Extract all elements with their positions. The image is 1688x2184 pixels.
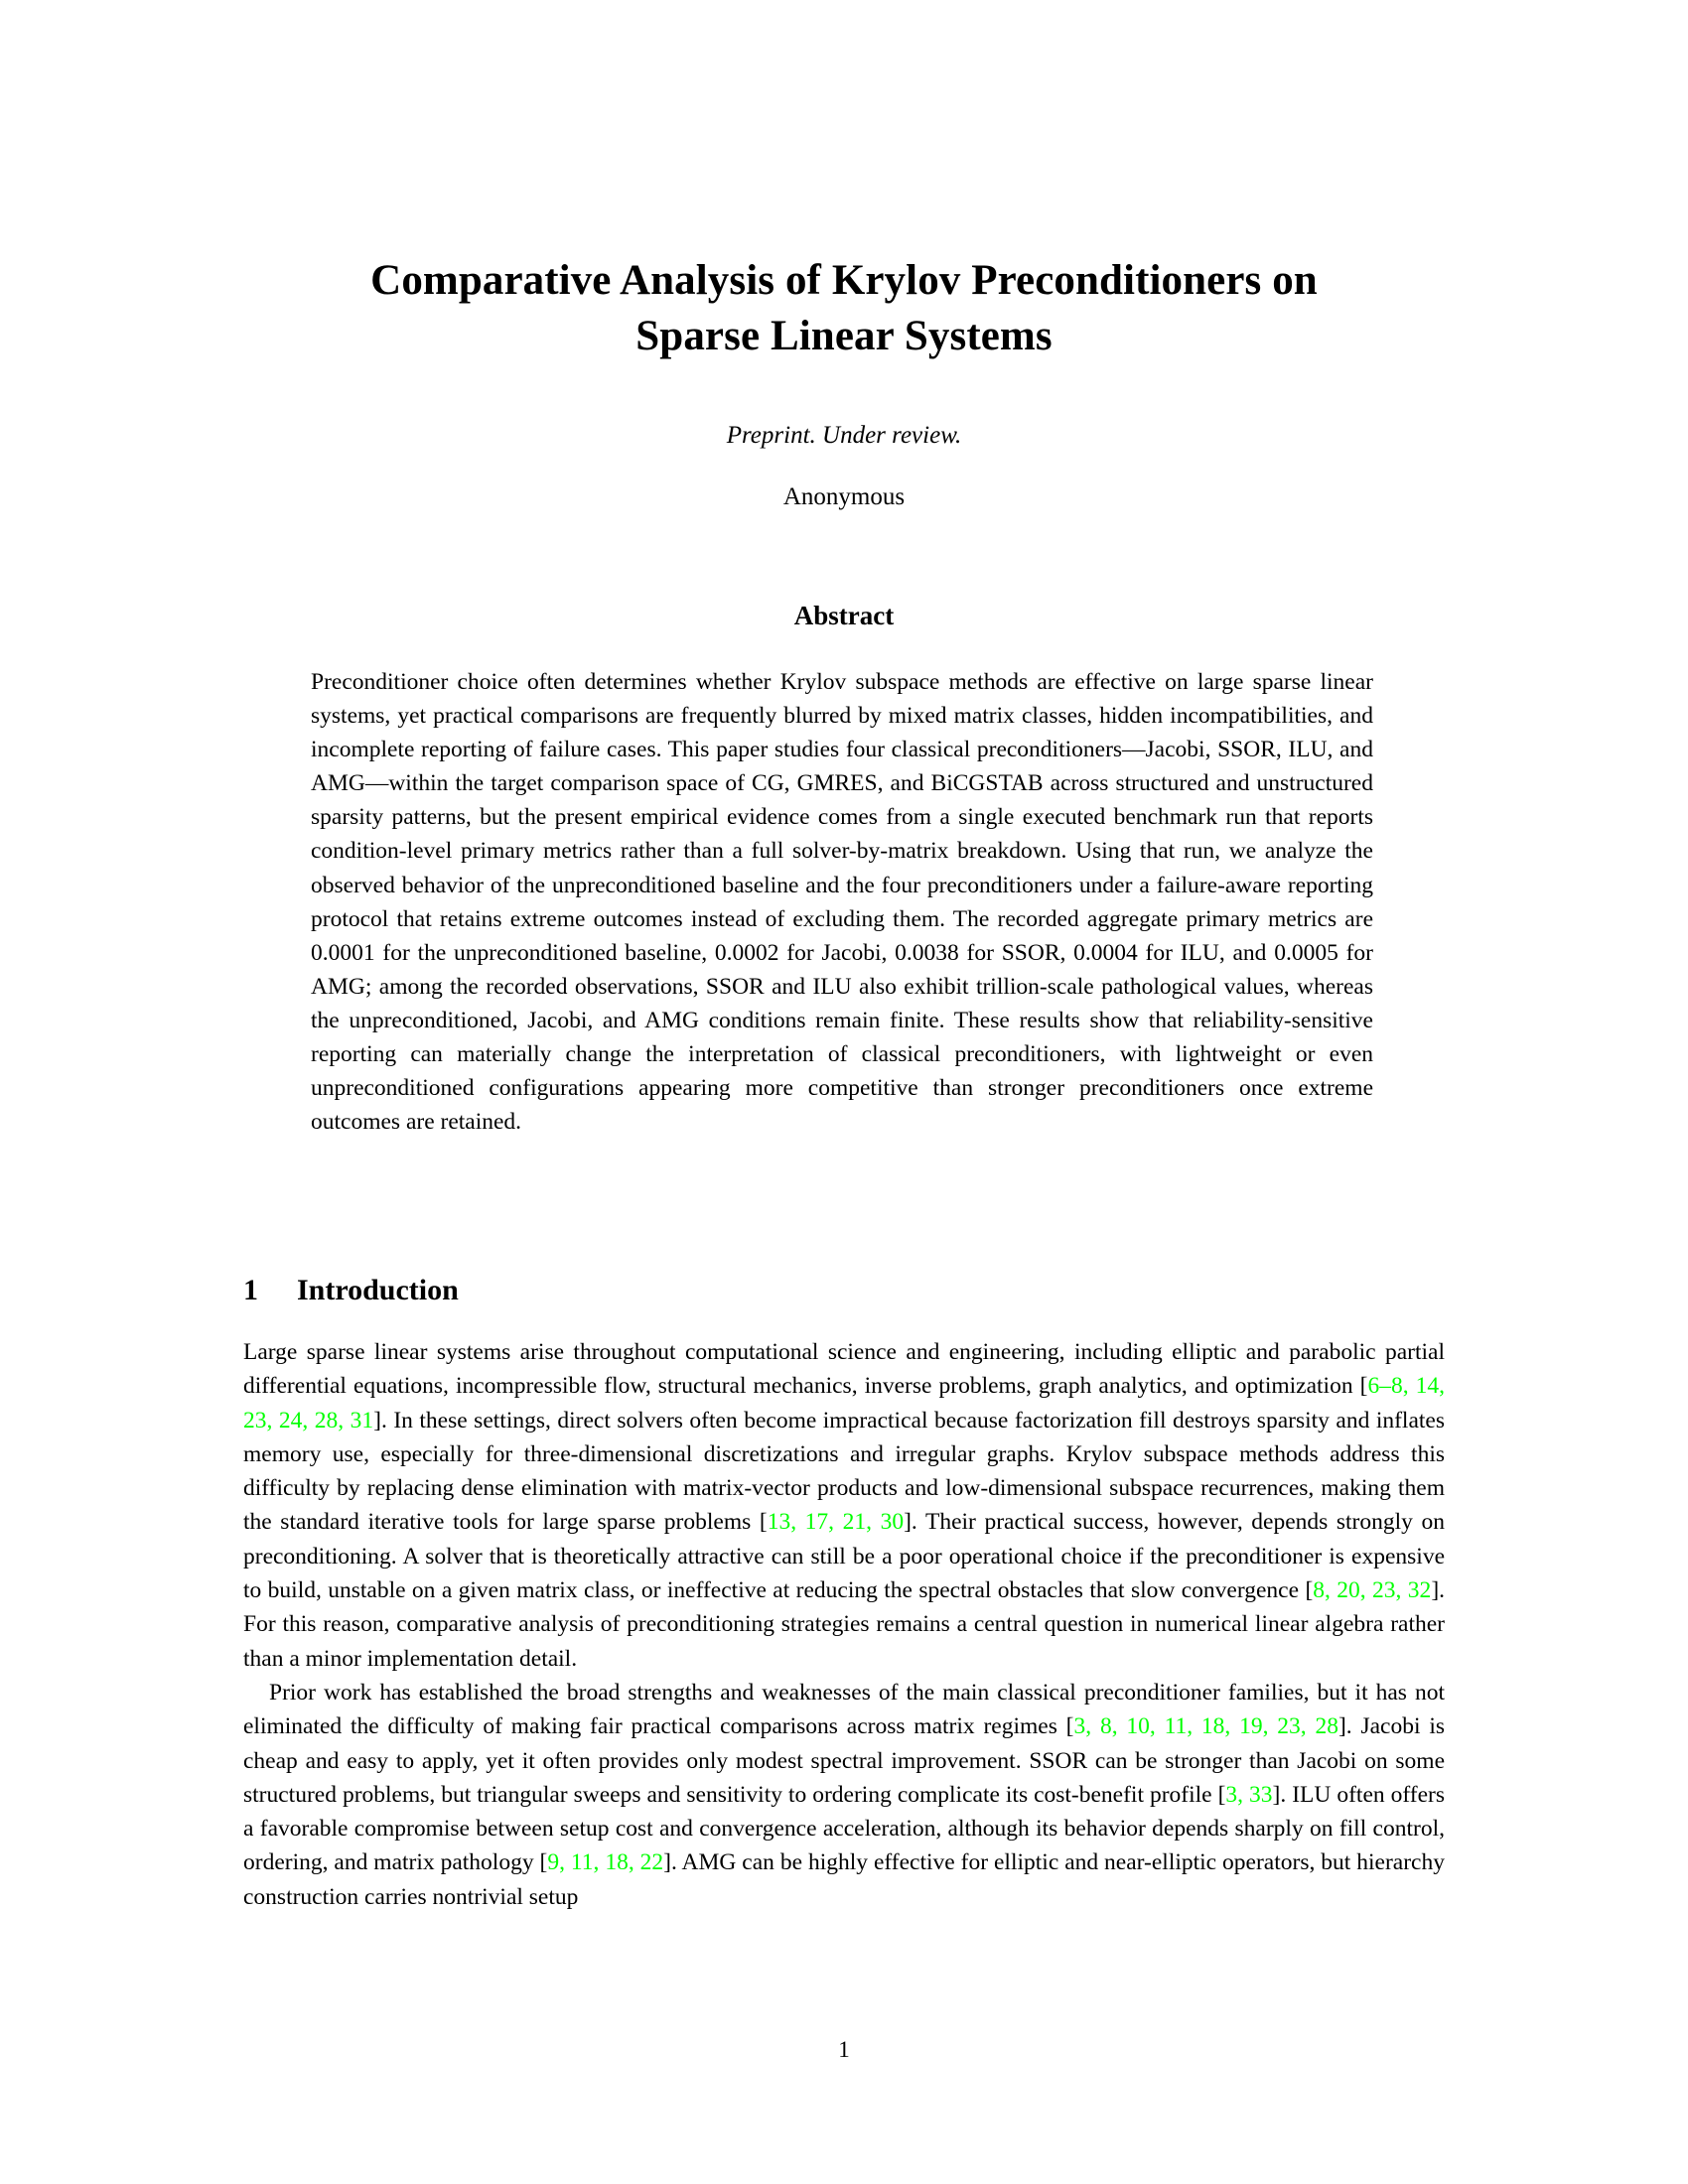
title-block [243,253,1445,511]
citation-group-5[interactable]: 3, 33 [1225,1781,1273,1808]
para1-part-b: . In these settings, direct solvers often become impractical because factorization fill destroys sparsity and inflates memory use, especially for three-dimensional discretizations and irregular graphs. Krylov subspace methods address this difficulty by replacing dense elimination with matrix-vector products and low-dimensional subspace recurrences, making them the standard iterative tools for large sparse problems [243,1407,1446,1536]
para1-part-d: . For this reason, comparative analysis of preconditioning strategies remains a central question in numerical linear algebra rather than a minor implementation detail. [243,1577,1446,1672]
citation-bracket-open: [ [759,1509,768,1536]
citation-bracket-close: ] [1272,1781,1281,1808]
paragraph-1 [243,1335,1445,1676]
citation-bracket-close: ] [904,1509,912,1536]
citation-group-2[interactable]: 13, 17, 21, 30 [767,1509,905,1536]
para2-part-d: . AMG can be highly effective for elliptic and near-elliptic operators, but hierarchy construction carries nontrivial setup [243,1849,1445,1910]
citation-group-4[interactable]: 3, 8, 10, 11, 18, 19, 23, 28 [1073,1713,1338,1740]
para2-part-a: Prior work has established the broad strengths and weaknesses of the main classical preconditioner families, but it has not eliminated the difficulty of making fair practical comparisons across matrix regimes [243,1679,1445,1740]
venue-status: Preprint. Under review. [726,421,962,449]
introduction-body [243,1335,1445,1914]
abstract-body: Preconditioner choice often determines whether Krylov subspace methods are effective on large sparse linear systems, yet practical comparisons are frequently blurred by mixed matrix classes, hidden incompatibilities, and incomplete reporting of failure cases. This paper studies four classical preconditioners—Jacobi, SSOR, ILU, and AMG—within the target comparison space of CG, GMRES, and BiCGSTAB across structured and unstructured sparsity patterns, but the present empirical evidence comes from a single executed benchmark run that reports condition-level primary metrics rather than a full solver-by-matrix breakdown. Using that run, we analyze the observed behavior of the unpreconditioned baseline and the four preconditioners under a failure-aware reporting protocol that retains extreme outcomes instead of excluding them. The recorded aggregate primary metrics are 0.0001 for the unpreconditioned baseline, 0.0002 for Jacobi, 0.0038 for SSOR, 0.0004 for ILU, and 0.0005 for AMG; among the recorded observations, SSOR and ILU also exhibit trillion-scale pathological values, whereas the unpreconditioned, Jacobi, and AMG conditions remain finite. These results show that reliability-sensitive reporting can materially change the interpretation of classical preconditioners, with lightweight or even unpreconditioned configurations appearing more competitive than stronger preconditioners once extreme outcomes are retained. [311,669,1373,1136]
para1-part-a: Large sparse linear systems arise throughout computational science and engineering, including elliptic and parabolic partial differential equations, incompressible flow, structural mechanics, inverse problems, graph analytics, and optimization [243,1339,1445,1400]
citation-group-6[interactable]: 9, 11, 18, 22 [547,1849,664,1876]
citation-bracket-open: [ [539,1849,548,1876]
section-title: Introduction [297,1274,459,1306]
author-name: Anonymous [782,482,906,510]
abstract-heading: Abstract [793,601,895,630]
section-number: 1 [243,1274,258,1306]
citation-bracket-close: ] [373,1407,381,1433]
citation-bracket-close: ] [1431,1577,1440,1604]
page-number: 1 [838,2037,850,2062]
citation-bracket-open: [ [1065,1713,1074,1740]
citation-bracket-open: [ [1359,1373,1368,1400]
title-line-1: Comparative Analysis of Krylov Preconditioners on [370,257,1318,304]
paragraph-2 [243,1676,1445,1914]
page-title [243,253,1445,364]
citation-bracket-open: [ [1305,1577,1314,1604]
citation-bracket-close: ] [1337,1713,1346,1740]
title-line-2: Sparse Linear Systems [635,312,1053,359]
citation-bracket-close: ] [663,1849,671,1876]
citation-bracket-open: [ [1217,1781,1226,1808]
citation-group-3[interactable]: 8, 20, 23, 32 [1313,1577,1432,1604]
citation-group-1[interactable]: 6–8, 14, 23, 24, 28, 31 [243,1373,1446,1433]
para2-part-b: . Jacobi is cheap and easy to apply, yet it often provides only modest spectral improvement. SSOR can be stronger than Jacobi on some structured problems, but triangular sweeps and sensitivity to ordering complicate its cost-benefit profile [243,1713,1445,1808]
para2-part-c: . ILU often offers a favorable compromise between setup cost and convergence acceleration, although its behavior depends sharply on fill control, ordering, and matrix pathology [243,1781,1445,1876]
section-heading-introduction [243,1274,459,1307]
para1-part-c: . Their practical success, however, depends strongly on preconditioning. A solver that is theoretically attractive can still be a poor operational choice if the preconditioner is expensive to build, unstable on a given matrix class, or ineffective at reducing the spectral obstacles that slow convergence [243,1509,1446,1604]
